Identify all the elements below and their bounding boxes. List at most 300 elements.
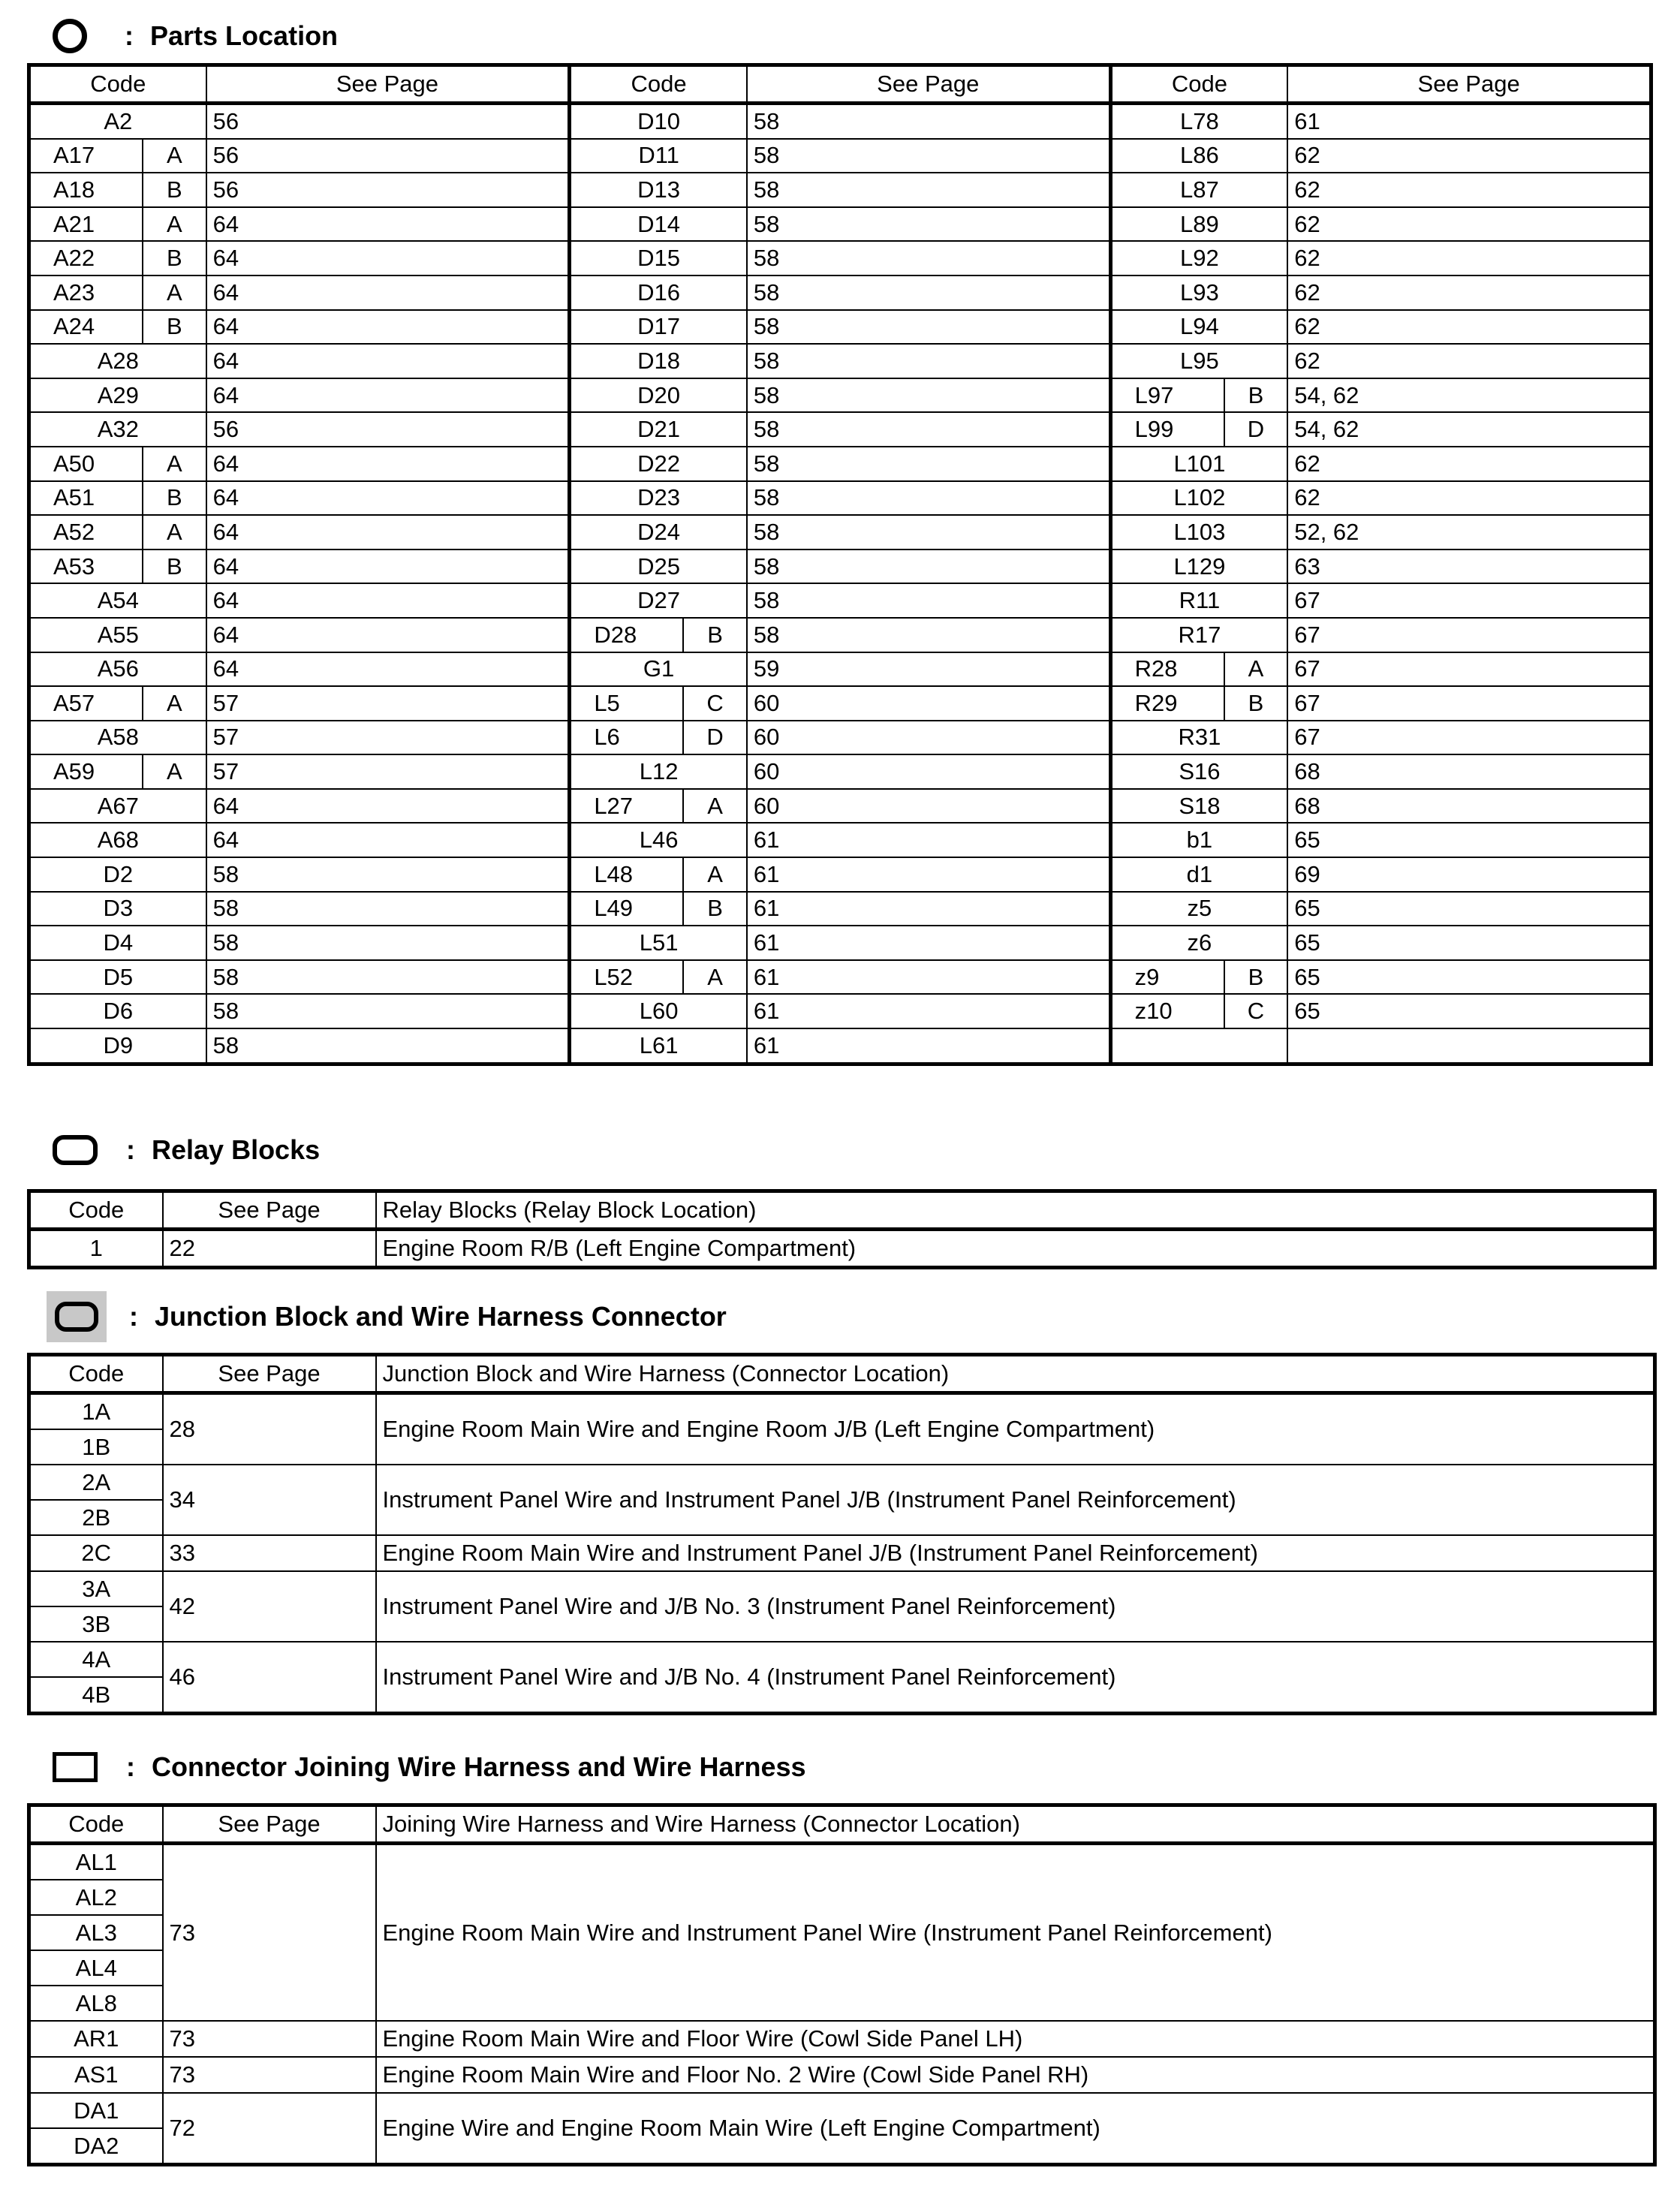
part-code-cell	[1110, 754, 1287, 789]
part-see-page: 64	[206, 652, 570, 687]
part-code: L93	[1180, 279, 1219, 306]
part-connector-letter: A	[707, 792, 723, 819]
part-code: D24	[637, 518, 681, 545]
part-code: R29	[1112, 687, 1225, 720]
part-see-page: 64	[206, 583, 570, 618]
part-see-page: 64	[206, 241, 570, 276]
table-row	[29, 2057, 1655, 2093]
part-see-page: 58	[747, 481, 1110, 516]
jb-table-body	[29, 1393, 1655, 1714]
connector-code: 2B	[29, 1500, 163, 1535]
part-see-page: 67	[1287, 721, 1651, 755]
part-see-page: 61	[747, 1028, 1110, 1064]
part-code: R11	[1179, 587, 1221, 614]
part-code: A32	[97, 416, 139, 443]
part-code-cell	[29, 139, 206, 173]
part-see-page: 67	[1287, 618, 1651, 652]
connector-see-page: 73	[163, 2057, 376, 2093]
connector-see-page: 28	[163, 1393, 376, 1465]
connector-code: 2C	[29, 1535, 163, 1571]
connector-code: AL2	[29, 1880, 163, 1915]
table-row	[29, 583, 1651, 618]
part-see-page: 65	[1287, 926, 1651, 960]
table-row	[29, 2021, 1655, 2057]
part-connector-letter: B	[1248, 963, 1264, 990]
connector-description: Engine Room Main Wire and Floor Wire (Cowl Side Panel LH)	[376, 2021, 1655, 2057]
part-connector-letter: B	[166, 553, 182, 580]
part-code-cell	[570, 378, 747, 413]
conn-table-body	[29, 1844, 1655, 2165]
part-connector-letter: B	[166, 176, 182, 203]
part-code: D6	[103, 998, 134, 1025]
part-code: z5	[1187, 895, 1212, 922]
part-code-cell	[29, 892, 206, 926]
connector-see-page: 72	[163, 2093, 376, 2165]
part-see-page: 65	[1287, 892, 1651, 926]
table-row	[29, 652, 1651, 687]
part-code: A52	[31, 516, 143, 549]
shaded-symbol-background	[47, 1291, 107, 1342]
part-code-cell	[29, 310, 206, 345]
part-code: A50	[31, 447, 143, 480]
part-see-page: 62	[1287, 139, 1651, 173]
part-code: A53	[31, 550, 143, 583]
part-code-cell	[570, 686, 747, 721]
part-code: D3	[103, 895, 134, 922]
part-code-cell	[29, 652, 206, 687]
part-code: A58	[97, 724, 139, 751]
rounded-rect-symbol-icon	[53, 1135, 98, 1165]
header-see-page: See Page	[1287, 65, 1651, 104]
part-see-page: 61	[747, 857, 1110, 892]
connector-description: Engine Room Main Wire and Instrument Panel J/B (Instrument Panel Reinforcement)	[376, 1535, 1655, 1571]
relay-code: 1	[29, 1230, 163, 1268]
table-row	[29, 173, 1651, 207]
table-row	[29, 721, 1651, 755]
part-code: L94	[1180, 313, 1219, 340]
part-see-page	[1287, 1028, 1651, 1064]
part-see-page: 60	[747, 721, 1110, 755]
part-see-page: 52, 62	[1287, 515, 1651, 550]
connector-see-page: 34	[163, 1465, 376, 1535]
jb-header-row	[29, 1355, 1655, 1393]
part-code-cell	[29, 618, 206, 652]
connector-see-page: 42	[163, 1571, 376, 1642]
connector-joining-table	[27, 1803, 1657, 2166]
part-see-page: 58	[206, 857, 570, 892]
part-see-page: 65	[1287, 823, 1651, 857]
part-see-page: 58	[747, 618, 1110, 652]
part-code-cell	[1110, 481, 1287, 516]
part-code: L101	[1173, 450, 1226, 477]
table-row	[29, 789, 1651, 824]
relay-blocks-table	[27, 1189, 1657, 1269]
part-code-cell	[1110, 618, 1287, 652]
part-code: A29	[97, 381, 139, 408]
relay-description: Engine Room R/B (Left Engine Compartment)	[376, 1230, 1655, 1268]
part-connector-letter: A	[1248, 655, 1264, 682]
part-see-page: 68	[1287, 754, 1651, 789]
part-see-page: 64	[206, 378, 570, 413]
connector-description: Instrument Panel Wire and J/B No. 3 (Instrument Panel Reinforcement)	[376, 1571, 1655, 1642]
parts-colon: :	[125, 20, 134, 51]
part-see-page: 58	[206, 892, 570, 926]
part-see-page: 67	[1287, 652, 1651, 687]
part-see-page: 56	[206, 173, 570, 207]
part-see-page: 62	[1287, 447, 1651, 481]
part-code-cell	[570, 721, 747, 755]
table-row	[29, 754, 1651, 789]
part-see-page: 62	[1287, 173, 1651, 207]
connector-description: Instrument Panel Wire and Instrument Panel J/B (Instrument Panel Reinforcement)	[376, 1465, 1655, 1535]
part-code: L103	[1173, 518, 1226, 545]
table-row	[29, 618, 1651, 652]
part-connector-letter: B	[707, 621, 723, 648]
part-code-cell	[1110, 1028, 1287, 1064]
connector-code: 1B	[29, 1429, 163, 1465]
connector-description: Engine Room Main Wire and Engine Room J/B (Left Engine Compartment)	[376, 1393, 1655, 1465]
part-code-cell	[570, 652, 747, 687]
part-see-page: 54, 62	[1287, 412, 1651, 447]
part-see-page: 67	[1287, 686, 1651, 721]
part-code: D20	[637, 381, 681, 408]
part-see-page: 64	[206, 823, 570, 857]
table-row	[29, 1571, 1655, 1606]
header-see-page: See Page	[747, 65, 1110, 104]
part-code-cell	[29, 173, 206, 207]
part-code: d1	[1186, 860, 1213, 887]
part-code: A24	[31, 311, 143, 344]
conn-colon: :	[126, 1751, 135, 1782]
part-see-page: 69	[1287, 857, 1651, 892]
header-code: Code	[570, 65, 747, 104]
part-code-cell	[29, 686, 206, 721]
part-code-cell	[570, 960, 747, 995]
table-row	[29, 926, 1651, 960]
table-row	[29, 515, 1651, 550]
table-row	[29, 310, 1651, 345]
part-see-page: 59	[747, 652, 1110, 687]
table-row	[29, 412, 1651, 447]
table-row	[29, 1844, 1655, 1880]
part-code: A17	[31, 140, 143, 173]
part-code-cell	[29, 207, 206, 242]
table-row	[29, 447, 1651, 481]
part-code-cell	[570, 344, 747, 378]
part-code: D23	[637, 484, 681, 511]
part-code: S16	[1179, 758, 1221, 785]
part-see-page: 58	[747, 310, 1110, 345]
part-connector-letter: B	[707, 895, 723, 922]
part-see-page: 58	[747, 550, 1110, 584]
table-row	[29, 481, 1651, 516]
part-see-page: 64	[206, 789, 570, 824]
connector-code: AL4	[29, 1950, 163, 1986]
part-see-page: 64	[206, 550, 570, 584]
relay-blocks-heading	[53, 1128, 320, 1173]
part-see-page: 61	[747, 823, 1110, 857]
part-see-page: 58	[747, 515, 1110, 550]
part-code-cell	[1110, 857, 1287, 892]
part-code-cell	[1110, 652, 1287, 687]
connector-description: Instrument Panel Wire and J/B No. 4 (Instrument Panel Reinforcement)	[376, 1642, 1655, 1714]
part-code-cell	[29, 481, 206, 516]
part-code: L52	[571, 961, 684, 994]
part-code-cell	[29, 1028, 206, 1064]
part-code-cell	[570, 789, 747, 824]
part-see-page: 62	[1287, 310, 1651, 345]
part-code: D22	[637, 450, 681, 477]
part-see-page: 62	[1287, 481, 1651, 516]
part-code: D11	[638, 142, 679, 169]
part-code: b1	[1186, 827, 1213, 854]
part-connector-letter: A	[166, 689, 182, 716]
part-connector-letter: B	[1248, 689, 1264, 716]
part-code: L95	[1180, 347, 1219, 374]
part-see-page: 58	[747, 378, 1110, 413]
part-code-cell	[570, 412, 747, 447]
relay-header-row	[29, 1191, 1655, 1230]
part-code-cell	[1110, 823, 1287, 857]
table-row	[29, 104, 1651, 139]
part-code-cell	[1110, 207, 1287, 242]
part-code: D21	[637, 416, 681, 443]
part-code-cell	[29, 344, 206, 378]
jb-colon: :	[129, 1301, 138, 1332]
part-code: L46	[639, 827, 679, 854]
part-see-page: 63	[1287, 550, 1651, 584]
part-code-cell	[1110, 789, 1287, 824]
table-row	[29, 1393, 1655, 1430]
part-code-cell	[1110, 276, 1287, 310]
table-row	[29, 1535, 1655, 1571]
part-code-cell	[29, 412, 206, 447]
part-see-page: 64	[206, 447, 570, 481]
part-see-page: 68	[1287, 789, 1651, 824]
part-code-cell	[570, 857, 747, 892]
part-code: D17	[637, 313, 681, 340]
circle-symbol-icon	[53, 19, 87, 53]
header-code: Code	[29, 1191, 163, 1230]
part-see-page: 60	[747, 789, 1110, 824]
connector-code: DA2	[29, 2128, 163, 2165]
part-code: L27	[571, 790, 684, 823]
part-code-cell	[570, 173, 747, 207]
part-code-cell	[29, 926, 206, 960]
part-code-cell	[1110, 447, 1287, 481]
part-code: L92	[1180, 245, 1219, 272]
part-code-cell	[1110, 926, 1287, 960]
part-see-page: 58	[747, 447, 1110, 481]
part-code-cell	[570, 823, 747, 857]
header-description: Joining Wire Harness and Wire Harness (Connector Location)	[376, 1805, 1655, 1844]
part-code-cell	[570, 754, 747, 789]
part-code: D13	[637, 176, 681, 203]
part-code: L5	[571, 687, 684, 720]
part-code: D27	[637, 587, 681, 614]
part-see-page: 61	[747, 892, 1110, 926]
part-code-cell	[1110, 241, 1287, 276]
table-row	[29, 2093, 1655, 2128]
part-code: A22	[31, 242, 143, 275]
part-code: L48	[571, 858, 684, 891]
header-see-page: See Page	[206, 65, 570, 104]
connector-code: 1A	[29, 1393, 163, 1430]
parts-header-row	[29, 65, 1651, 104]
part-code-cell	[29, 515, 206, 550]
part-code: L129	[1173, 553, 1226, 580]
table-row	[29, 994, 1651, 1028]
part-code: D25	[637, 553, 681, 580]
part-see-page: 58	[747, 241, 1110, 276]
part-code-cell	[570, 139, 747, 173]
part-see-page: 64	[206, 207, 570, 242]
part-code: z10	[1112, 995, 1225, 1028]
part-connector-letter: B	[1248, 381, 1264, 408]
connector-see-page: 46	[163, 1642, 376, 1714]
part-code: D16	[637, 279, 681, 306]
part-code: D14	[637, 210, 681, 237]
part-code-cell	[570, 104, 747, 139]
part-see-page: 56	[206, 139, 570, 173]
part-code-cell	[1110, 515, 1287, 550]
part-code-cell	[1110, 583, 1287, 618]
part-code-cell	[29, 857, 206, 892]
relay-blocks-title: Relay Blocks	[152, 1134, 321, 1165]
part-code-cell	[1110, 550, 1287, 584]
part-code: L60	[639, 998, 679, 1025]
part-code-cell	[1110, 960, 1287, 995]
connector-joining-heading	[53, 1745, 806, 1790]
part-connector-letter: A	[166, 450, 182, 477]
part-connector-letter: D	[706, 724, 724, 751]
part-see-page: 58	[206, 960, 570, 995]
part-see-page: 64	[206, 515, 570, 550]
part-connector-letter: B	[166, 313, 182, 340]
part-see-page: 62	[1287, 207, 1651, 242]
part-code: D18	[637, 347, 681, 374]
part-code-cell	[570, 276, 747, 310]
connector-code: AL1	[29, 1844, 163, 1880]
part-code-cell	[570, 994, 747, 1028]
part-see-page: 64	[206, 276, 570, 310]
header-see-page: See Page	[163, 1355, 376, 1393]
table-row	[29, 960, 1651, 995]
part-code-cell	[29, 276, 206, 310]
table-row	[29, 378, 1651, 413]
part-code-cell	[570, 618, 747, 652]
part-code: D2	[103, 860, 134, 887]
part-code: L97	[1112, 379, 1225, 412]
part-code: A18	[31, 173, 143, 206]
part-code-cell	[29, 241, 206, 276]
junction-block-heading	[53, 1294, 727, 1339]
table-row	[29, 207, 1651, 242]
part-code-cell	[570, 1028, 747, 1064]
part-code: R17	[1178, 621, 1221, 648]
part-code: A21	[31, 208, 143, 241]
part-see-page: 58	[747, 173, 1110, 207]
part-code-cell	[570, 310, 747, 345]
part-see-page: 61	[747, 960, 1110, 995]
part-see-page: 58	[206, 1028, 570, 1064]
part-code-cell	[1110, 994, 1287, 1028]
junction-block-title: Junction Block and Wire Harness Connector	[155, 1301, 727, 1332]
part-code: A56	[97, 655, 139, 682]
part-see-page: 62	[1287, 344, 1651, 378]
part-code-cell	[29, 550, 206, 584]
connector-description: Engine Room Main Wire and Instrument Panel Wire (Instrument Panel Reinforcement)	[376, 1844, 1655, 2022]
connector-code: AL3	[29, 1915, 163, 1950]
part-code: A57	[31, 687, 143, 720]
part-code: A55	[97, 621, 139, 648]
part-code-cell	[570, 550, 747, 584]
part-code-cell	[29, 994, 206, 1028]
part-see-page: 62	[1287, 276, 1651, 310]
part-code: L89	[1180, 210, 1219, 237]
part-see-page: 60	[747, 686, 1110, 721]
part-code: G1	[643, 655, 675, 682]
part-see-page: 58	[206, 994, 570, 1028]
part-code-cell	[1110, 412, 1287, 447]
part-code-cell	[570, 926, 747, 960]
part-code-cell	[570, 515, 747, 550]
shaded-rounded-rect-symbol-icon	[55, 1302, 98, 1332]
part-connector-letter: A	[707, 963, 723, 990]
part-see-page: 65	[1287, 960, 1651, 995]
part-connector-letter: A	[166, 518, 182, 545]
part-code-cell	[1110, 310, 1287, 345]
parts-location-heading	[53, 14, 338, 59]
part-see-page: 60	[747, 754, 1110, 789]
part-code-cell	[29, 583, 206, 618]
relay-page: 22	[163, 1230, 376, 1268]
part-code-cell	[29, 721, 206, 755]
part-see-page: 58	[747, 344, 1110, 378]
part-connector-letter: C	[1247, 998, 1265, 1025]
part-code: L61	[639, 1031, 679, 1058]
part-code: D9	[103, 1031, 134, 1058]
connector-code: 4B	[29, 1677, 163, 1714]
part-see-page: 64	[206, 618, 570, 652]
part-code-cell	[29, 823, 206, 857]
connector-code: DA1	[29, 2093, 163, 2128]
parts-location-table	[27, 63, 1653, 1066]
part-connector-letter: A	[166, 758, 182, 785]
part-code-cell	[1110, 892, 1287, 926]
part-code: L6	[571, 721, 684, 754]
part-code: A54	[97, 587, 139, 614]
part-code: R31	[1178, 724, 1221, 751]
part-connector-letter: C	[706, 689, 724, 716]
part-see-page: 61	[747, 926, 1110, 960]
part-code-cell	[29, 754, 206, 789]
part-code: D15	[637, 245, 681, 272]
table-row	[29, 823, 1651, 857]
connector-code: 2A	[29, 1465, 163, 1500]
part-connector-letter: A	[166, 142, 182, 169]
part-see-page: 61	[1287, 104, 1651, 139]
connector-code: 3B	[29, 1606, 163, 1642]
parts-table-body	[29, 104, 1651, 1064]
header-code: Code	[1110, 65, 1287, 104]
connector-code: AS1	[29, 2057, 163, 2093]
part-code: R28	[1112, 653, 1225, 686]
part-code: A51	[31, 482, 143, 515]
part-code-cell	[1110, 139, 1287, 173]
part-code: L87	[1180, 176, 1219, 203]
part-see-page: 64	[206, 481, 570, 516]
